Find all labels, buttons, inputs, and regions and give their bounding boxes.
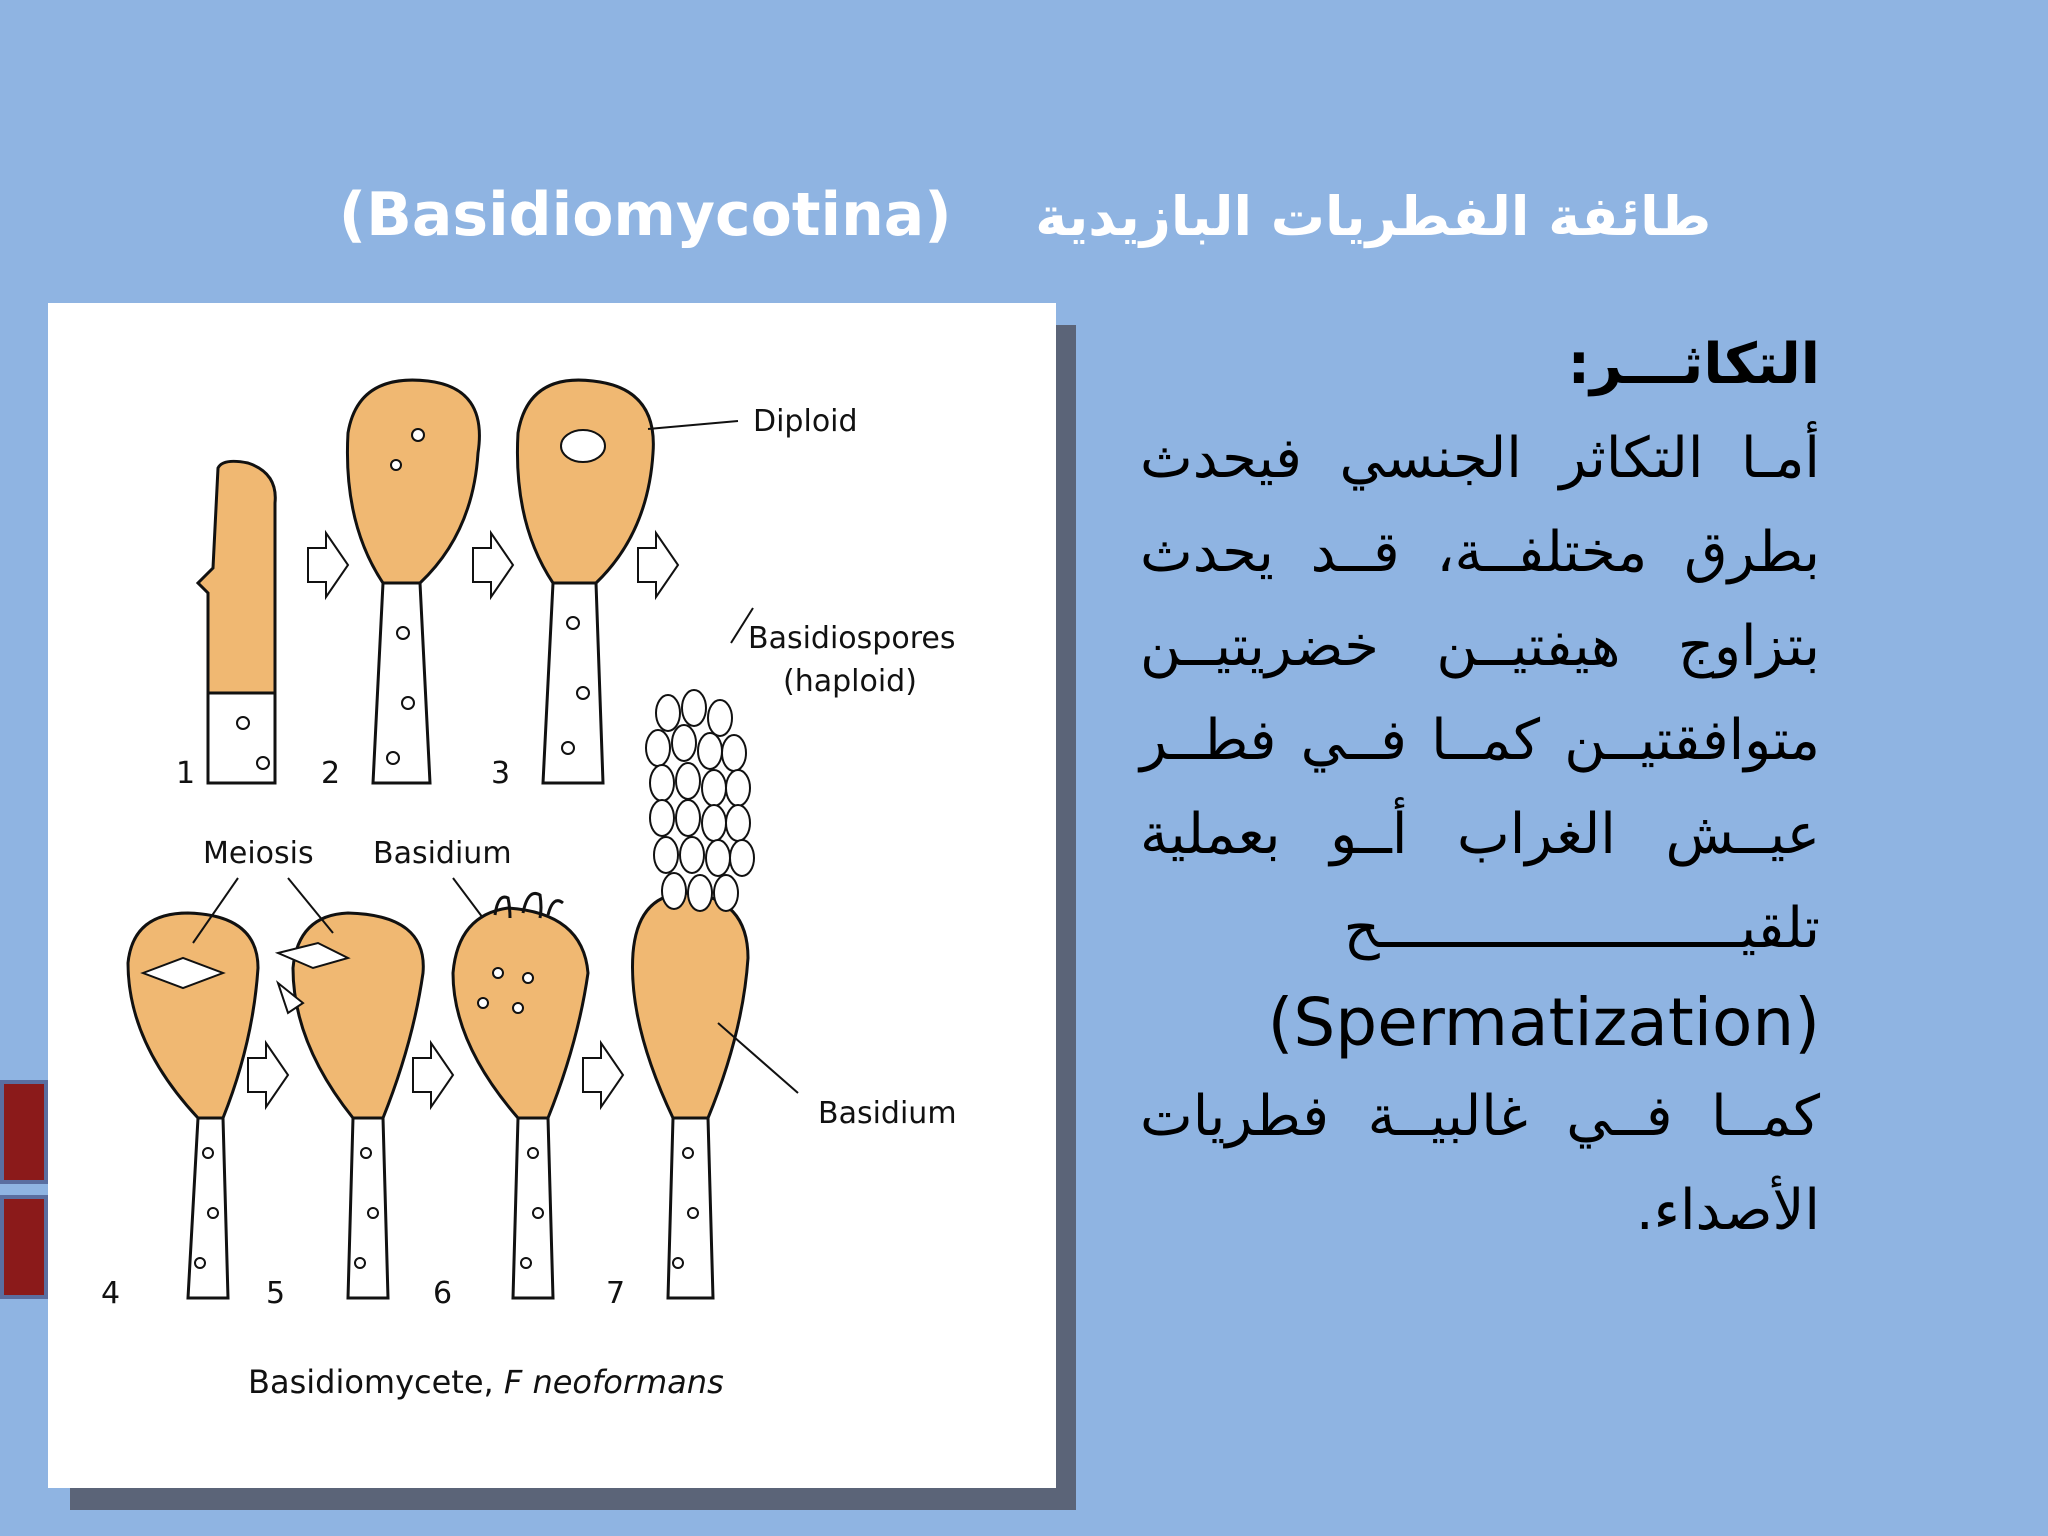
label-meiosis: Meiosis xyxy=(203,836,314,871)
nav-button-next[interactable] xyxy=(0,1195,48,1299)
stage-number-7: 7 xyxy=(606,1276,626,1311)
stage-3-cell xyxy=(517,380,653,583)
body-paragraph-end: كمــا فــي غالبيــة فطريات الأصداء. xyxy=(1140,1084,1820,1243)
arrow-5 xyxy=(413,1043,453,1107)
arrow-3 xyxy=(638,533,678,597)
caption-species: F neoformans xyxy=(503,1363,724,1401)
stage-3-hypha xyxy=(543,583,603,783)
title-latin: (Basidiomycotina) xyxy=(338,180,952,250)
stage-5-hypha xyxy=(348,1118,388,1298)
label-haploid: (haploid) xyxy=(783,664,917,699)
label-basidiospores: Basidiospores xyxy=(748,621,956,656)
basidium-top-pointer xyxy=(453,878,483,918)
stage-2-cell xyxy=(347,380,479,583)
diploid-pointer xyxy=(648,421,738,429)
caption-main: Basidiomycete, xyxy=(248,1363,504,1401)
stage-number-3: 3 xyxy=(491,756,511,791)
body-paragraph: أمـا التكاثر الجنسي فيحدث بطرق مختلفــة، قــد يحدث بتزاوج هيفتيــن خضريتيــن متوافقتيــن كمــا فــي فطــر عيــش الغراب أــو بعملية تلقيــــــــــــــــــــــح xyxy=(1140,426,1820,961)
stage-4-hypha xyxy=(188,1118,228,1298)
slide-title xyxy=(300,180,1750,250)
label-basidium-side: Basidium xyxy=(818,1096,957,1131)
latin-term: (Spermatization) xyxy=(1267,984,1820,1061)
label-basidium-top: Basidium xyxy=(373,836,512,871)
stage-number-4: 4 xyxy=(101,1276,121,1311)
basidium-figure xyxy=(48,303,1056,1488)
stage-1-cell xyxy=(198,461,275,693)
stage-6-hypha xyxy=(513,1118,553,1298)
section-heading: التكاثـــر: xyxy=(1567,332,1820,397)
nav-button-previous[interactable] xyxy=(0,1080,48,1184)
arrow-4 xyxy=(248,1043,288,1107)
title-arabic: طائفة الفطريات البازيدية xyxy=(1035,185,1712,248)
figure-caption xyxy=(248,1363,724,1401)
arrow-6 xyxy=(583,1043,623,1107)
stage-number-2: 2 xyxy=(321,756,341,791)
basidium-diagram xyxy=(48,303,1056,1488)
arrow-2 xyxy=(473,533,513,597)
label-diploid: Diploid xyxy=(753,404,858,439)
body-text xyxy=(1140,318,1820,1258)
arrow-1 xyxy=(308,533,348,597)
stage-number-1: 1 xyxy=(176,756,196,791)
stage-number-6: 6 xyxy=(433,1276,453,1311)
stage-2-hypha xyxy=(373,583,430,783)
stage-number-5: 5 xyxy=(266,1276,286,1311)
stage-7-cell xyxy=(633,893,749,1118)
stage-4-cell xyxy=(128,913,258,1118)
